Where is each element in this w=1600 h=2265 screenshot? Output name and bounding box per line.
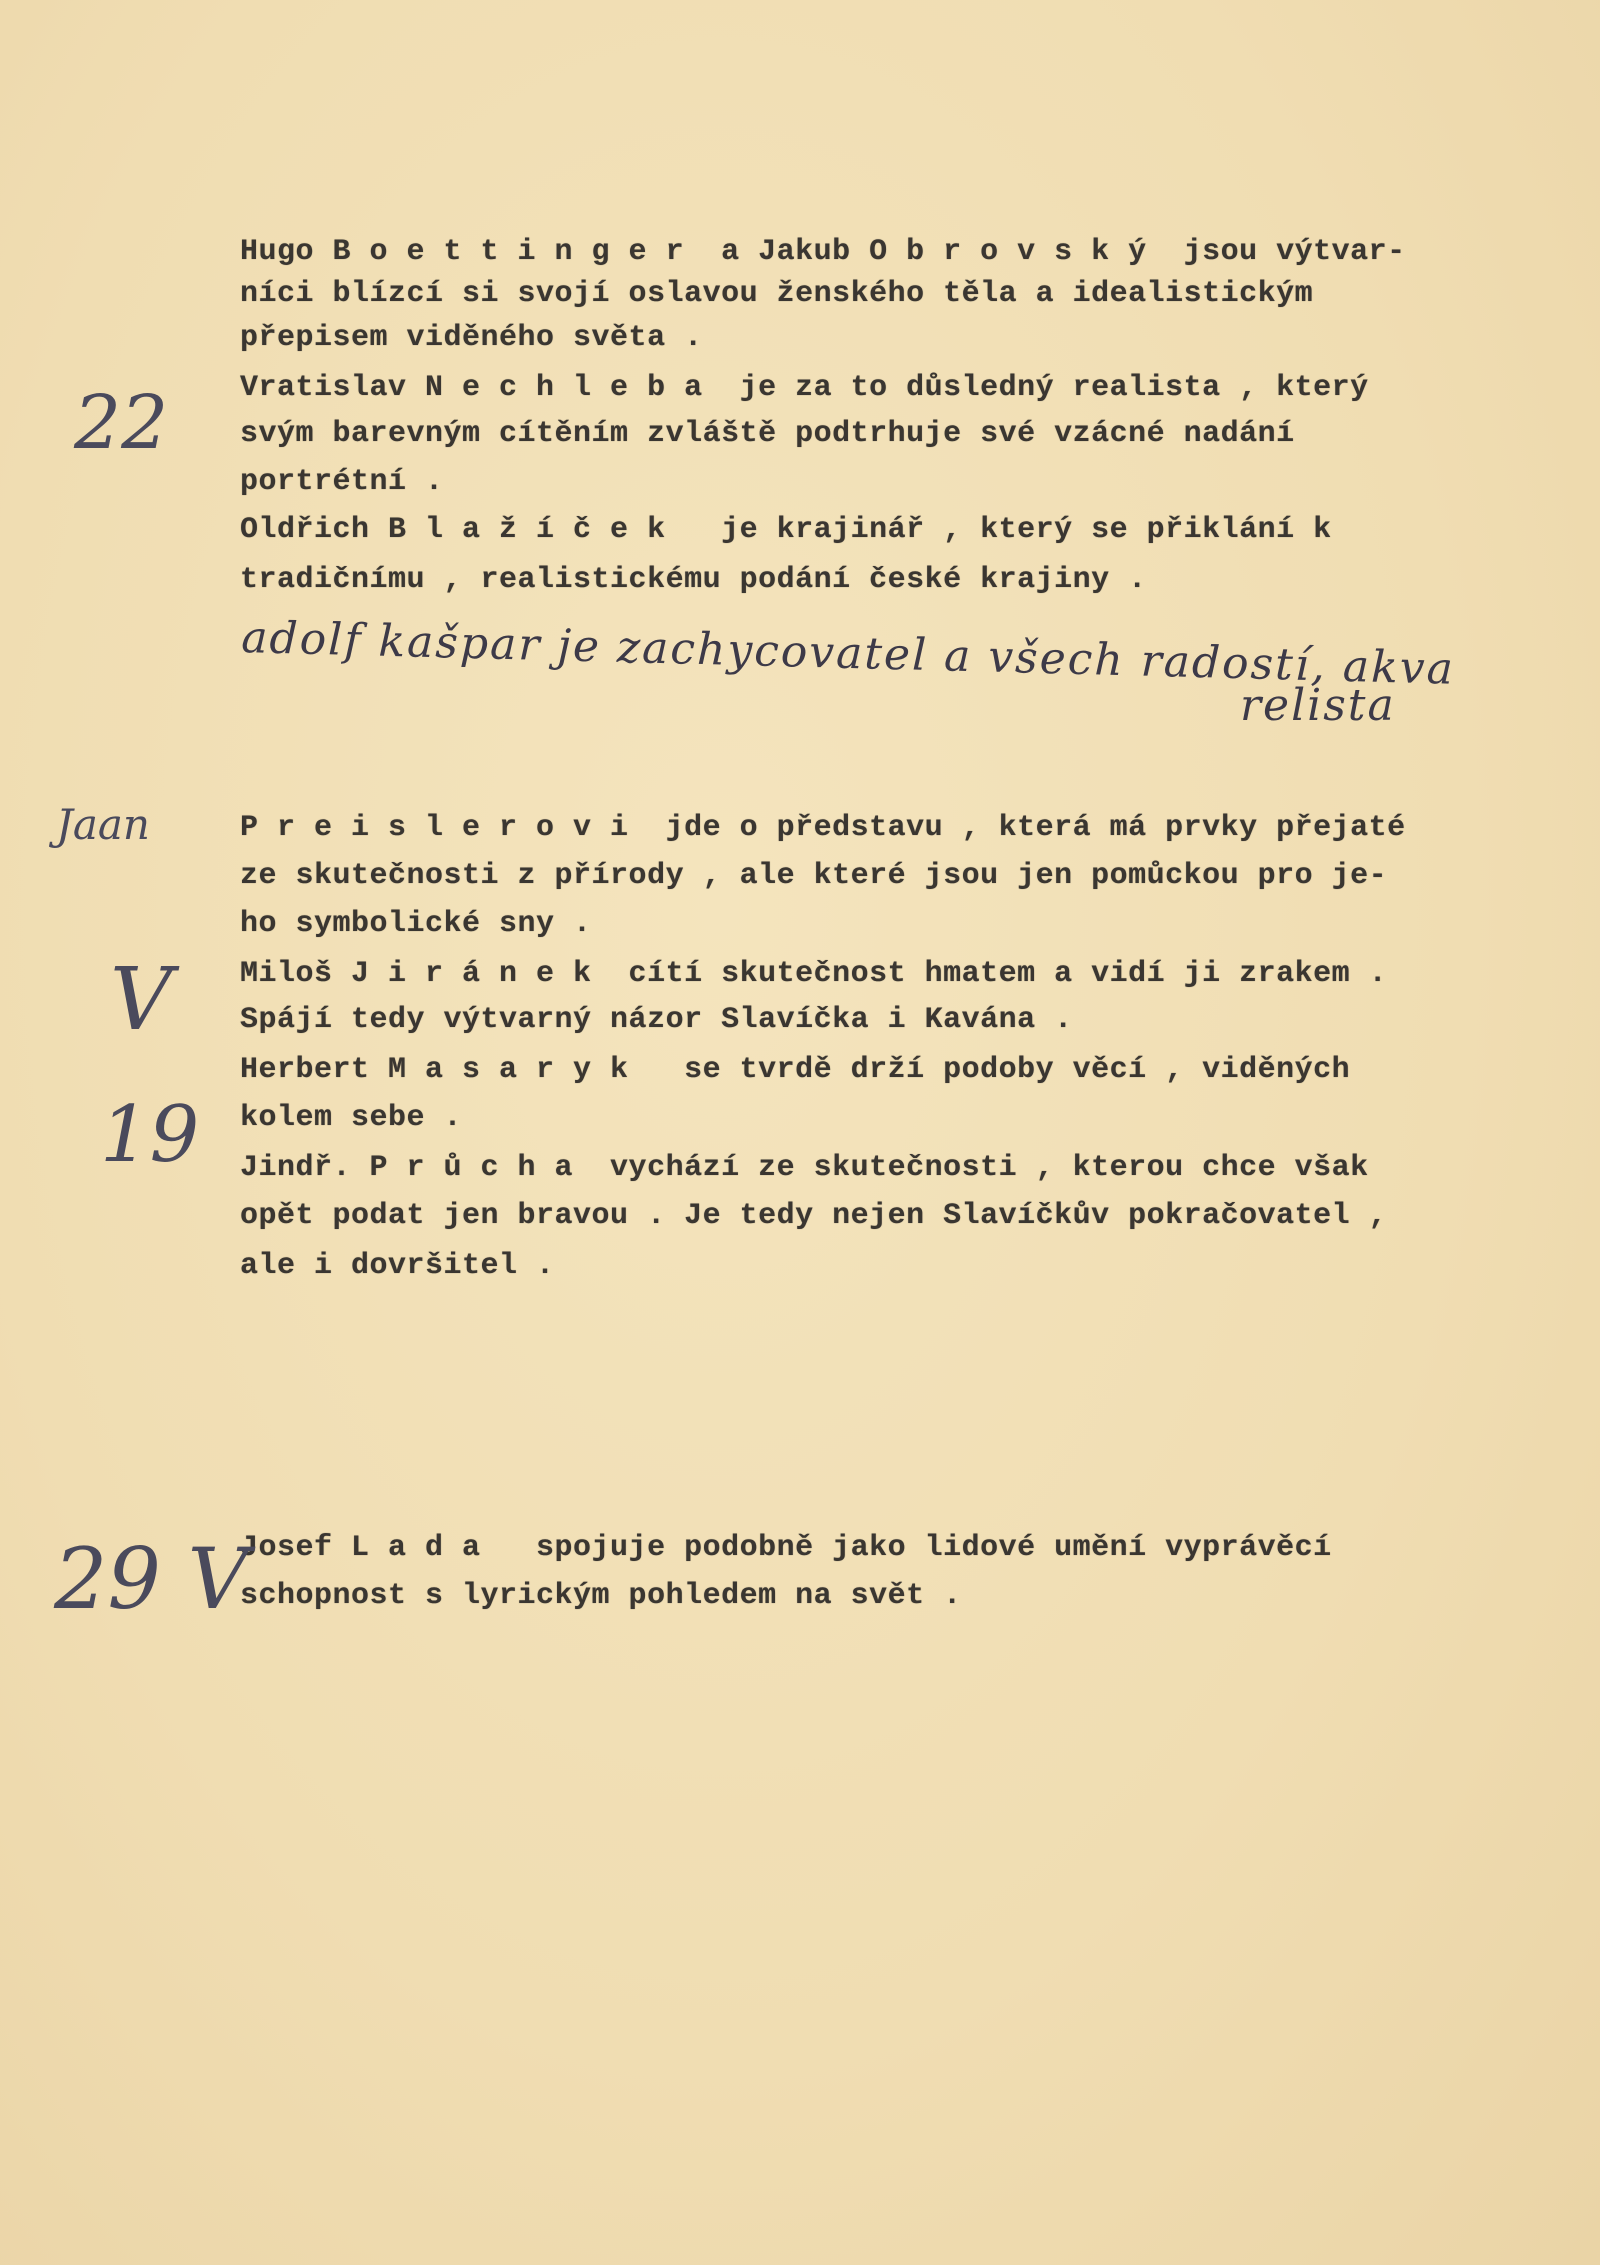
typed-line: P r e i s l e r o v i jde o představu , která má prvky přejaté — [240, 811, 1406, 845]
typed-line: opět podat jen bravou . Je tedy nejen Slavíčkův pokračovatel , — [240, 1199, 1388, 1233]
typed-line: Vratislav N e c h l e b a je za to důsledný realista , který — [240, 371, 1369, 405]
typed-line: Hugo B o e t t i n g e r a Jakub O b r o v s k ý jsou výtvar- — [240, 235, 1406, 269]
typed-line: svým barevným cítěním zvláště podtrhuje své vzácné nadání — [240, 417, 1295, 451]
typed-line: Josef L a d a spojuje podobně jako lidové umění vyprávěcí — [240, 1531, 1332, 1565]
margin-note: V — [110, 950, 173, 1050]
typed-line: portrétní . — [240, 465, 444, 499]
typed-line: kolem sebe . — [240, 1101, 463, 1135]
typed-line: Miloš J i r á n e k cítí skutečnost hmatem a vidí ji zrakem . — [240, 957, 1388, 991]
typed-line: ze skutečnosti z přírody , ale které jsou jen pomůckou pro je- — [240, 859, 1388, 893]
margin-note: 19 — [100, 1090, 200, 1180]
typed-line: Oldřich B l a ž í č e k je krajinář , který se přiklání k — [240, 513, 1332, 547]
margin-note: 29 V — [54, 1530, 249, 1628]
margin-note: Jaan — [56, 800, 150, 849]
typed-line: tradičnímu , realistickému podání české krajiny . — [240, 563, 1147, 597]
typed-line: ale i dovršitel . — [240, 1249, 555, 1283]
handwritten-note: adolf kašpar je zachycovatel a všech radostí, akva — [240, 612, 1456, 695]
margin-note: 22 — [74, 380, 169, 466]
typed-line: Jindř. P r ů c h a vychází ze skutečnosti , kterou chce však — [240, 1151, 1369, 1185]
typed-line: ho symbolické sny . — [240, 907, 592, 941]
typed-line: Herbert M a s a r y k se tvrdě drží podoby věcí , viděných — [240, 1053, 1351, 1087]
typed-line: níci blízcí si svojí oslavou ženského těla a idealistickým — [240, 277, 1314, 311]
handwritten-note: relista — [1240, 680, 1396, 731]
typed-line: schopnost s lyrickým pohledem na svět . — [240, 1579, 962, 1613]
typed-line: Spájí tedy výtvarný názor Slavíčka i Kavána . — [240, 1003, 1073, 1037]
typed-line: přepisem viděného světa . — [240, 321, 703, 355]
